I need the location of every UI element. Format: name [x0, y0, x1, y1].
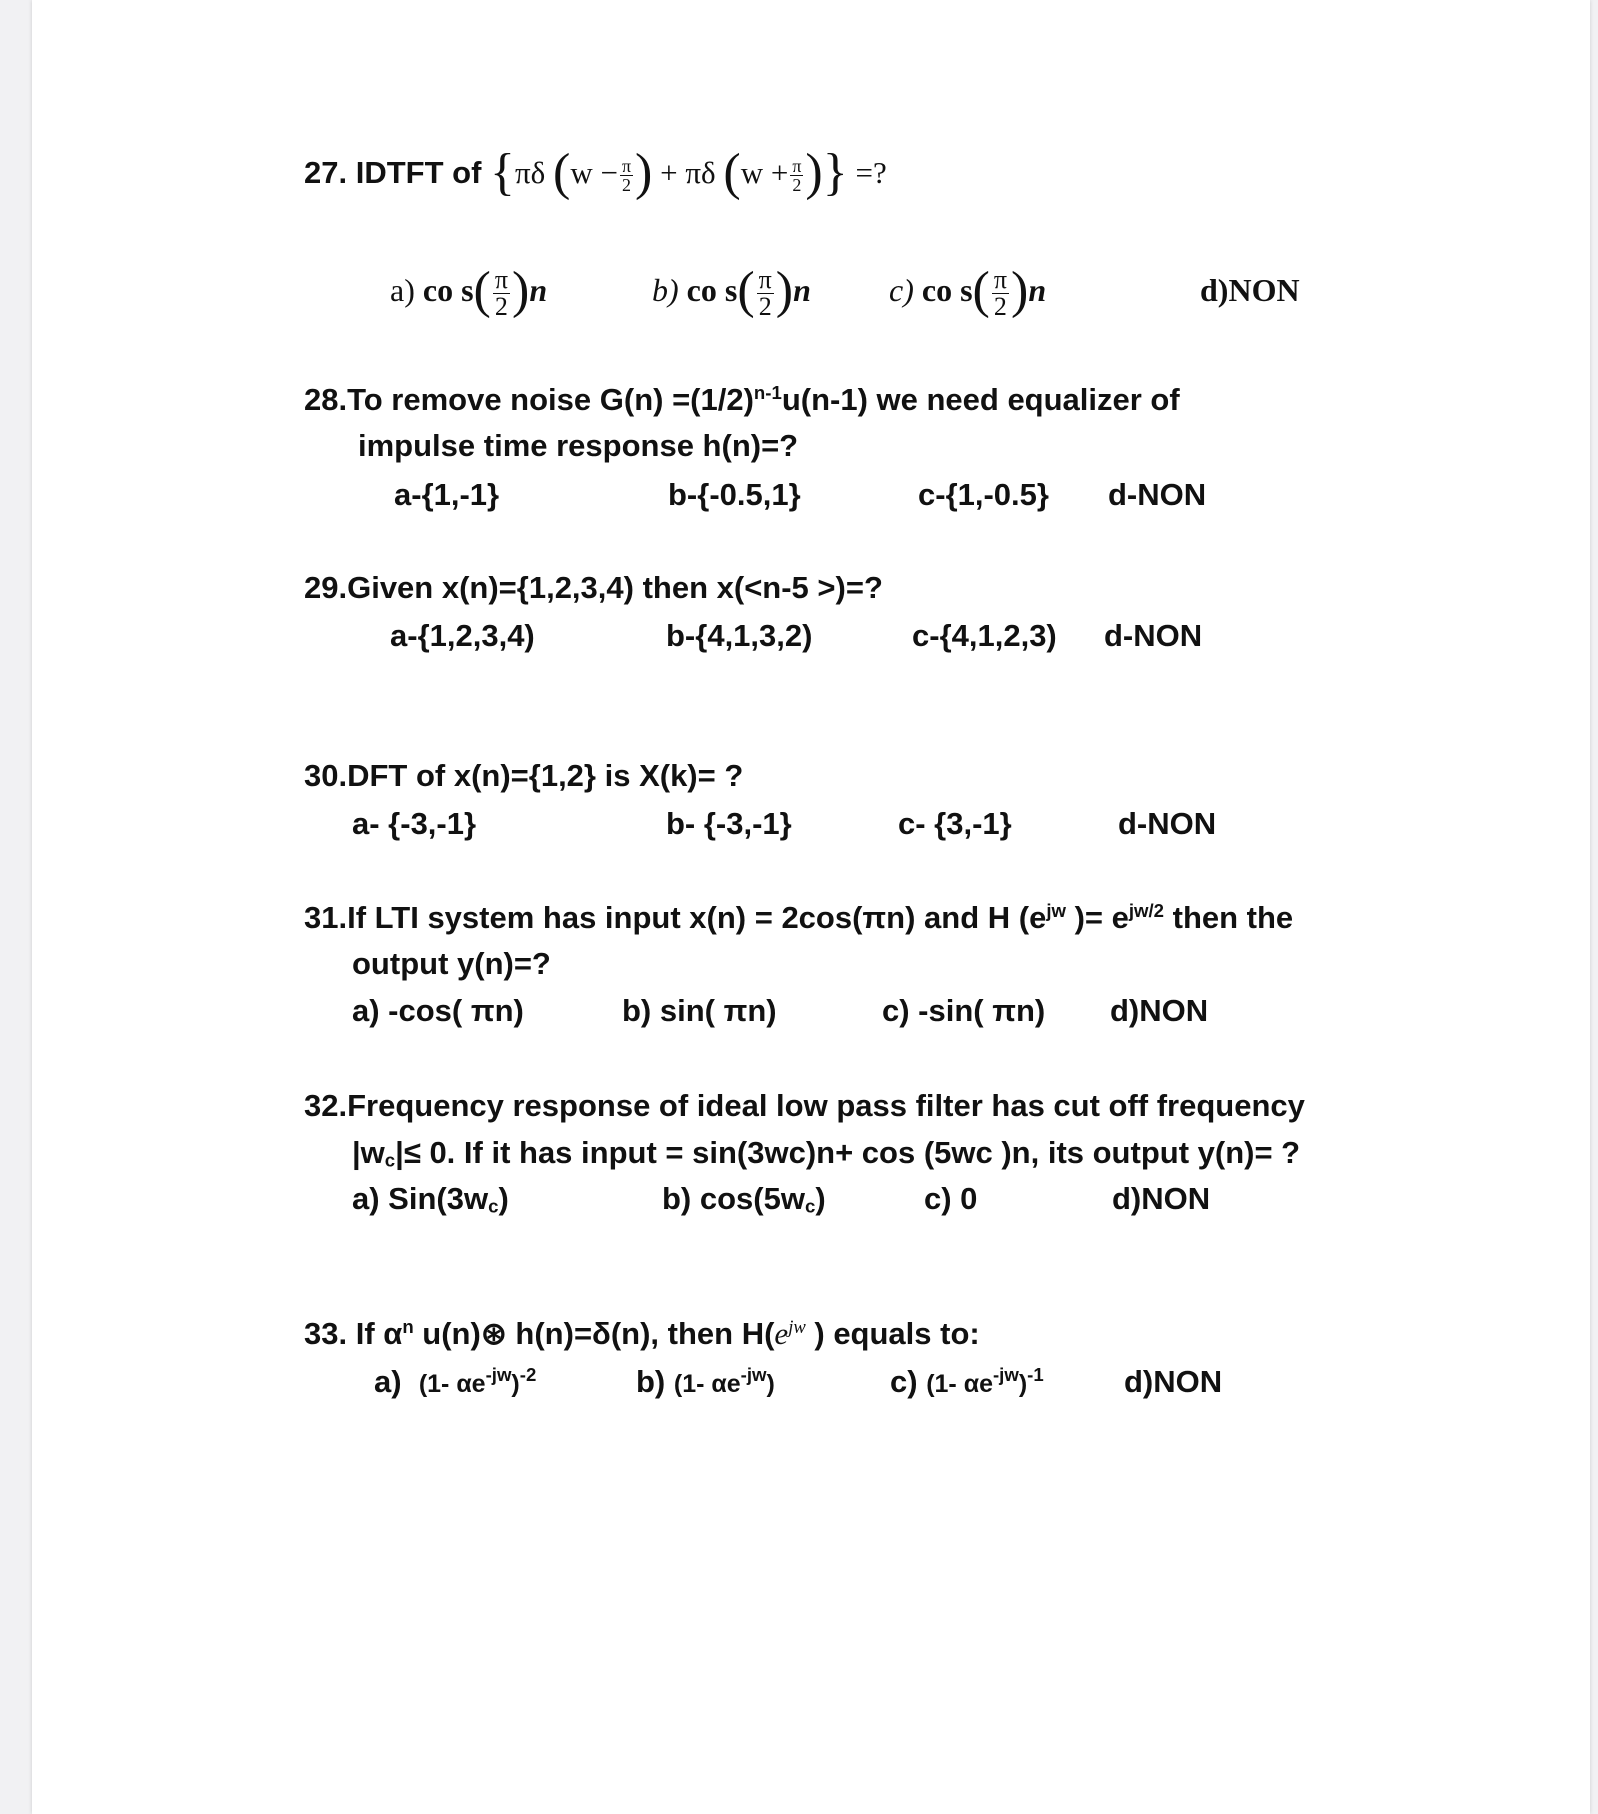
question-29-option-c: c-{4,1,2,3)	[912, 618, 1057, 653]
question-28-option-b: b-{-0.5,1}	[668, 477, 801, 512]
question-33-option-a: a) (1- $\alpha e^{-jw})^{-2}$	[374, 1363, 537, 1399]
question-28-option-d: d-NON	[1108, 477, 1207, 512]
question-27-option-d: d)NON	[1200, 272, 1300, 308]
question-29-option-b: b-{4,1,3,2)	[666, 618, 813, 653]
question-33-option-d: d)NON	[1124, 1364, 1223, 1399]
question-28-line-2: impulse time response h(n)=?	[358, 428, 799, 463]
question-27-option-a: a) co s( $\frac{\pi}{2}$ )n	[390, 262, 548, 322]
question-28-option-c: c-{1,-0.5}	[918, 477, 1049, 512]
document-page	[32, 0, 1590, 1814]
question-31-option-a: a) -cos( πn)	[352, 993, 524, 1028]
question-27-option-c: c) co s( $\frac{\pi}{2}$ )n	[889, 262, 1047, 322]
question-29-option-a: a-{1,2,3,4)	[390, 618, 535, 653]
question-31-line-2: output y(n)=?	[352, 946, 551, 981]
question-28-line-1: 28.To remove noise $G(n) =(1/2)^{n-1}u(n-1)$ we need equalizer of	[304, 381, 1180, 417]
question-33-line-1: 33. If $\alpha^n$ u(n)⊛ h(n)=δ(n), then $H(e^{jw}$ ) equals to:	[304, 1315, 980, 1351]
question-32-option-a: a) $Sin(3w_c)$	[352, 1181, 509, 1217]
question-33-option-b: b) (1- $\alpha e^{-jw}$)	[636, 1363, 775, 1399]
pi-over-2-fraction: $\frac{\pi}{2}$	[621, 156, 632, 196]
question-32-line-1: 32.Frequency response of ideal low pass filter has cut off frequency	[304, 1088, 1305, 1123]
question-33-option-c: c) (1- $\alpha e^{-jw})^{-1}$	[890, 1363, 1044, 1399]
question-30-option-d: d-NON	[1118, 806, 1217, 841]
question-30-option-b: b- {-3,-1}	[666, 806, 792, 841]
question-32-option-b: b) $\cos(5w_c)$	[662, 1181, 826, 1217]
question-31-option-d: d)NON	[1110, 993, 1209, 1028]
question-30-line-1: 30.DFT of x(n)={1,2} is X(k)= ?	[304, 758, 744, 793]
question-31-option-b: b) sin( πn)	[622, 993, 777, 1028]
question-28-option-a: a-{1,-1}	[394, 477, 500, 512]
question-29-option-d: d-NON	[1104, 618, 1203, 653]
question-30-option-a: a- {-3,-1}	[352, 806, 477, 841]
question-31-option-c: c) -sin( πn)	[882, 993, 1046, 1028]
question-32-line-2: $|w_c|\le 0$. If it has input = sin(3wc)n+ cos (5wc )n, its output y(n)= ?	[352, 1135, 1301, 1171]
question-29-line-1: 29.Given x(n)={1,2,3,4) then x(<n-5 >)=?	[304, 570, 883, 605]
question-27-option-b: b) co s( $\frac{\pi}{2}$ )n	[652, 262, 811, 322]
question-27: 27. IDTFT of {πδ (w − $\frac{\pi}{2}$ ) + πδ (w + $\frac{\pi}{2}$ )} =?	[304, 144, 887, 202]
question-30-option-c: c- {3,-1}	[898, 806, 1012, 841]
question-32-option-d: d)NON	[1112, 1181, 1211, 1216]
pi-over-2-fraction: $\frac{\pi}{2}$	[792, 156, 802, 196]
question-32-option-c: c) 0	[924, 1181, 978, 1216]
question-31-line-1: 31.If LTI system has input x(n) = 2cos(πn) and H ($e^{jw}$ )= $e^{jw/2}$ then the	[304, 899, 1294, 935]
circular-convolution-icon: ⊛	[480, 1316, 507, 1351]
